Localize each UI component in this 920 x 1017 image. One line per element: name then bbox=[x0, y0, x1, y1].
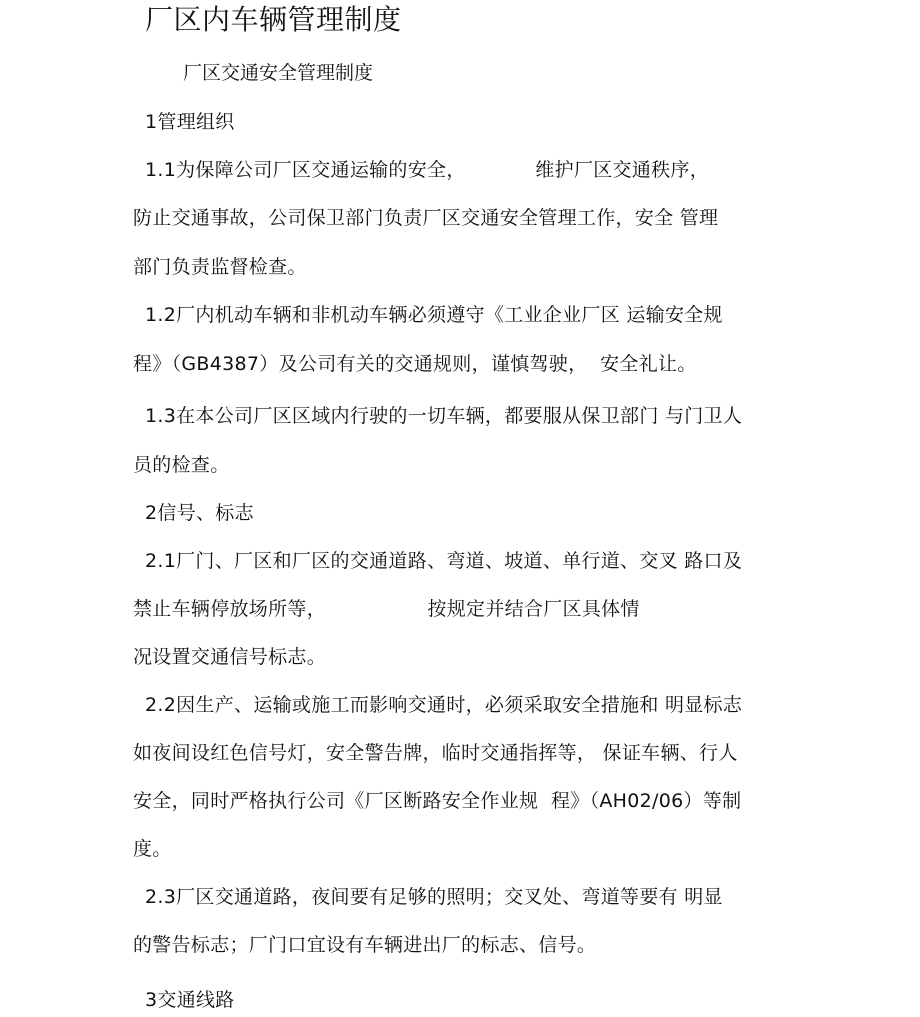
paragraph-line: 2.1厂门、厂区和厂区的交通道路、弯道、坡道、单行道、交叉 路口及 bbox=[145, 550, 743, 572]
section-heading-1: 1管理组织 bbox=[145, 111, 235, 133]
paragraph-line: 部门负责监督检查。 bbox=[133, 256, 307, 278]
paragraph-line: 的警告标志；厂门口宜设有车辆进出厂的标志、信号。 bbox=[133, 934, 597, 956]
paragraph-line: 1.3在本公司厂区区域内行驶的一切车辆，都要服从保卫部门 与门卫人 bbox=[145, 405, 743, 427]
paragraph-line: 况设置交通信号标志。 bbox=[133, 646, 327, 668]
paragraph-line: 如夜间设红色信号灯，安全警告牌，临时交通指挥等， 保证车辆、行人 bbox=[133, 742, 738, 764]
section-heading-2: 2信号、标志 bbox=[145, 502, 254, 524]
paragraph-line: 2.3厂区交通道路，夜间要有足够的照明；交叉处、弯道等要有 明显 bbox=[145, 886, 723, 908]
paragraph-line: 防止交通事故，公司保卫部门负责厂区交通安全管理工作，安全 管理 bbox=[133, 207, 719, 229]
paragraph-line: 1.2厂内机动车辆和非机动车辆必须遵守《工业企业厂区 运输安全规 bbox=[145, 304, 723, 326]
section-heading-3: 3交通线路 bbox=[145, 989, 235, 1011]
paragraph-line: 员的检查。 bbox=[133, 454, 230, 476]
paragraph-line: 程》（GB4387）及公司有关的交通规则，谨慎驾驶， 安全礼让。 bbox=[133, 353, 697, 375]
paragraph-line: 1.1为保障公司厂区交通运输的安全， 维护厂区交通秩序， bbox=[145, 159, 710, 181]
document-subtitle: 厂区交通安全管理制度 bbox=[183, 62, 374, 84]
paragraph-line: 2.2因生产、运输或施工而影响交通时，必须采取安全措施和 明显标志 bbox=[145, 694, 743, 716]
paragraph-line: 度。 bbox=[133, 838, 172, 860]
paragraph-line: 安全，同时严格执行公司《厂区断路安全作业规 程》（AH02/06）等制 bbox=[133, 790, 742, 812]
document-title: 厂区内车辆管理制度 bbox=[145, 3, 402, 36]
paragraph-line: 禁止车辆停放场所等， 按规定并结合厂区具体情 bbox=[133, 598, 640, 620]
